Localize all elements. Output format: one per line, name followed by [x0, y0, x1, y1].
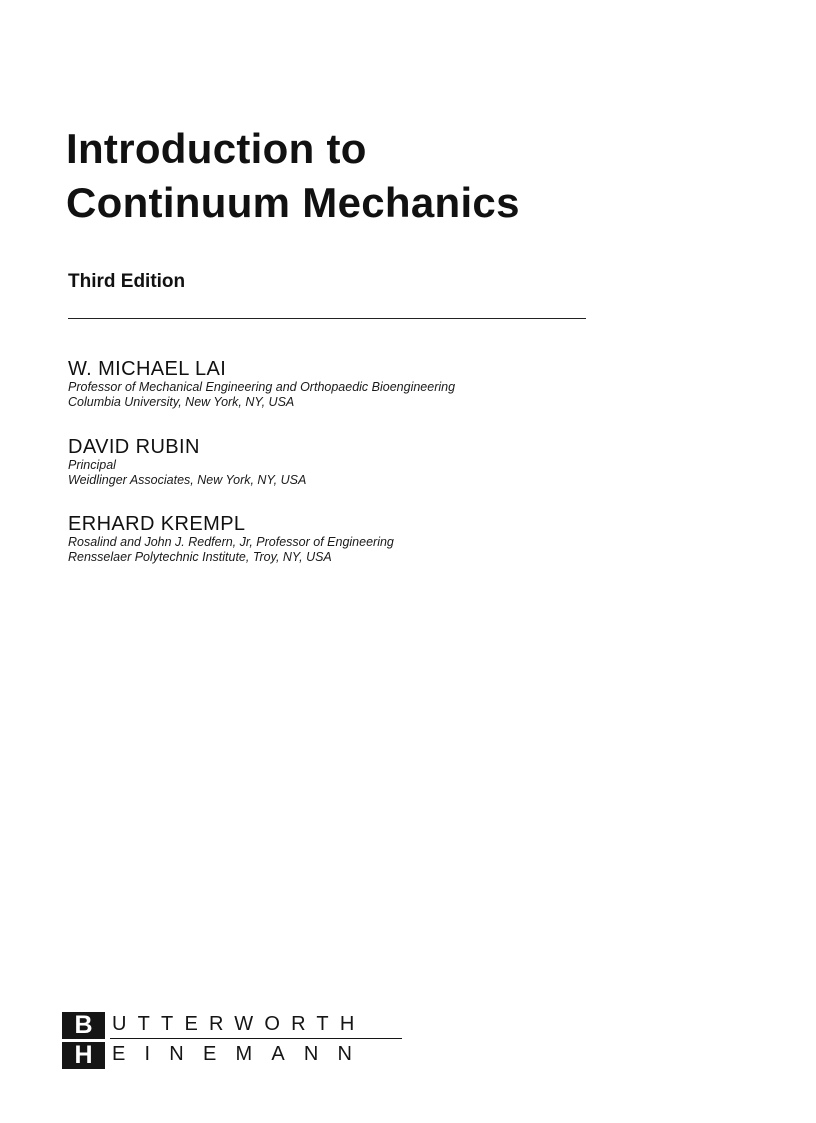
author-name: ERHARD KREMPL: [68, 513, 246, 535]
author-affiliation: Principal: [68, 458, 116, 472]
book-title: [66, 122, 520, 230]
author-name: DAVID RUBIN: [68, 436, 200, 458]
author-block-lai: [68, 358, 455, 410]
publisher-logo-h-box: H: [62, 1042, 105, 1069]
publisher-name-line-2: EINEMANN: [112, 1043, 372, 1065]
author-affiliation: Rosalind and John J. Redfern, Jr, Professor of Engineering: [68, 535, 394, 549]
author-affiliation: Columbia University, New York, NY, USA: [68, 395, 295, 409]
title-divider: [68, 318, 586, 319]
author-name: W. MICHAEL LAI: [68, 358, 227, 380]
title-line-2: Continuum Mechanics: [66, 179, 520, 226]
publisher-logo-b-box: B: [62, 1012, 105, 1039]
edition-label: Third Edition: [68, 271, 186, 292]
author-block-rubin: [68, 436, 306, 488]
author-affiliation: Rensselaer Polytechnic Institute, Troy, NY, USA: [68, 550, 332, 564]
title-line-1: Introduction to: [66, 125, 367, 172]
author-block-krempl: [68, 513, 394, 565]
publisher-name-line-1: UTTERWORTH: [112, 1013, 366, 1035]
publisher-logo-rule: [110, 1038, 402, 1039]
author-affiliation: Weidlinger Associates, New York, NY, USA: [68, 473, 307, 487]
author-affiliation: Professor of Mechanical Engineering and Orthopaedic Bioengineering: [68, 380, 456, 394]
publisher-logo: [62, 1010, 402, 1070]
